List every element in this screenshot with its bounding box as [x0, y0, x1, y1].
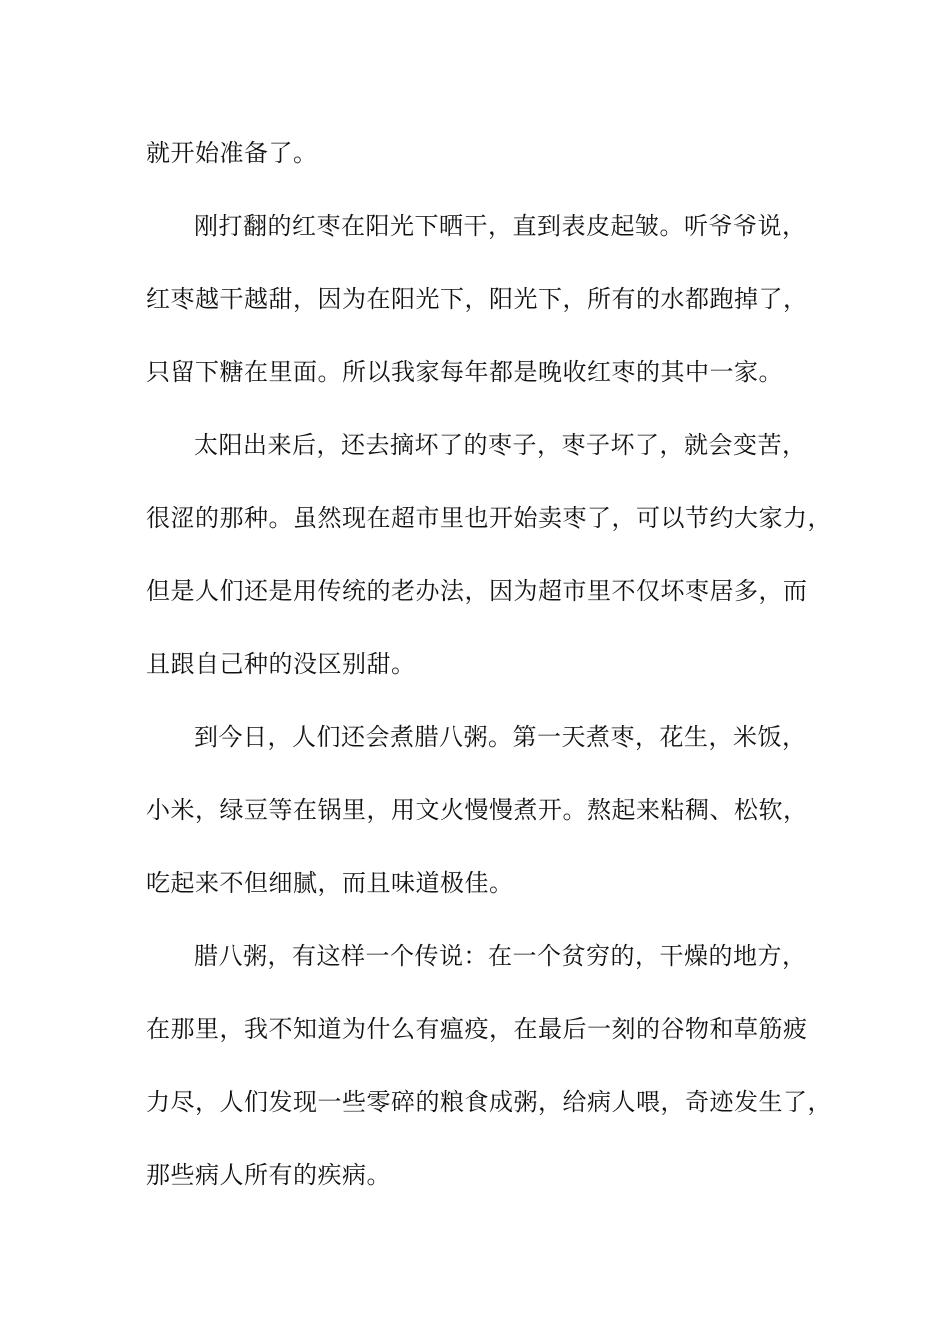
text-line: 小米，绿豆等在锅里，用文火慢慢煮开。熬起来粘稠、松软， — [146, 796, 808, 824]
text-line: 很涩的那种。虽然现在超市里也开始卖枣了，可以节约大家力， — [146, 504, 832, 532]
text-line: 那些病人所有的疾病。 — [146, 1161, 391, 1189]
paragraph-start-line: 刚打翻的红枣在阳光下晒干，直到表皮起皱。听爷爷说， — [194, 212, 807, 240]
text-line: 吃起来不但细腻，而且味道极佳。 — [146, 869, 514, 897]
text-line: 且跟自己种的没区别甜。 — [146, 650, 416, 678]
text-line: 红枣越干越甜，因为在阳光下，阳光下，所有的水都跑掉了， — [146, 285, 808, 313]
text-line: 在那里，我不知道为什么有瘟疫，在最后一刻的谷物和草筋疲 — [146, 1015, 808, 1043]
text-line: 但是人们还是用传统的老办法，因为超市里不仅坏枣居多，而 — [146, 577, 808, 605]
text-line: 力尽，人们发现一些零碎的粮食成粥，给病人喂，奇迹发生了， — [146, 1088, 832, 1116]
text-line: 只留下糖在里面。所以我家每年都是晚收红枣的其中一家。 — [146, 358, 783, 386]
paragraph-start-line: 腊八粥，有这样一个传说：在一个贫穷的，干燥的地方， — [194, 942, 807, 970]
text-line: 就开始准备了。 — [146, 139, 318, 167]
paragraph-start-line: 太阳出来后，还去摘坏了的枣子，枣子坏了，就会变苦， — [194, 431, 807, 459]
paragraph-start-line: 到今日，人们还会煮腊八粥。第一天煮枣，花生，米饭， — [194, 723, 807, 751]
